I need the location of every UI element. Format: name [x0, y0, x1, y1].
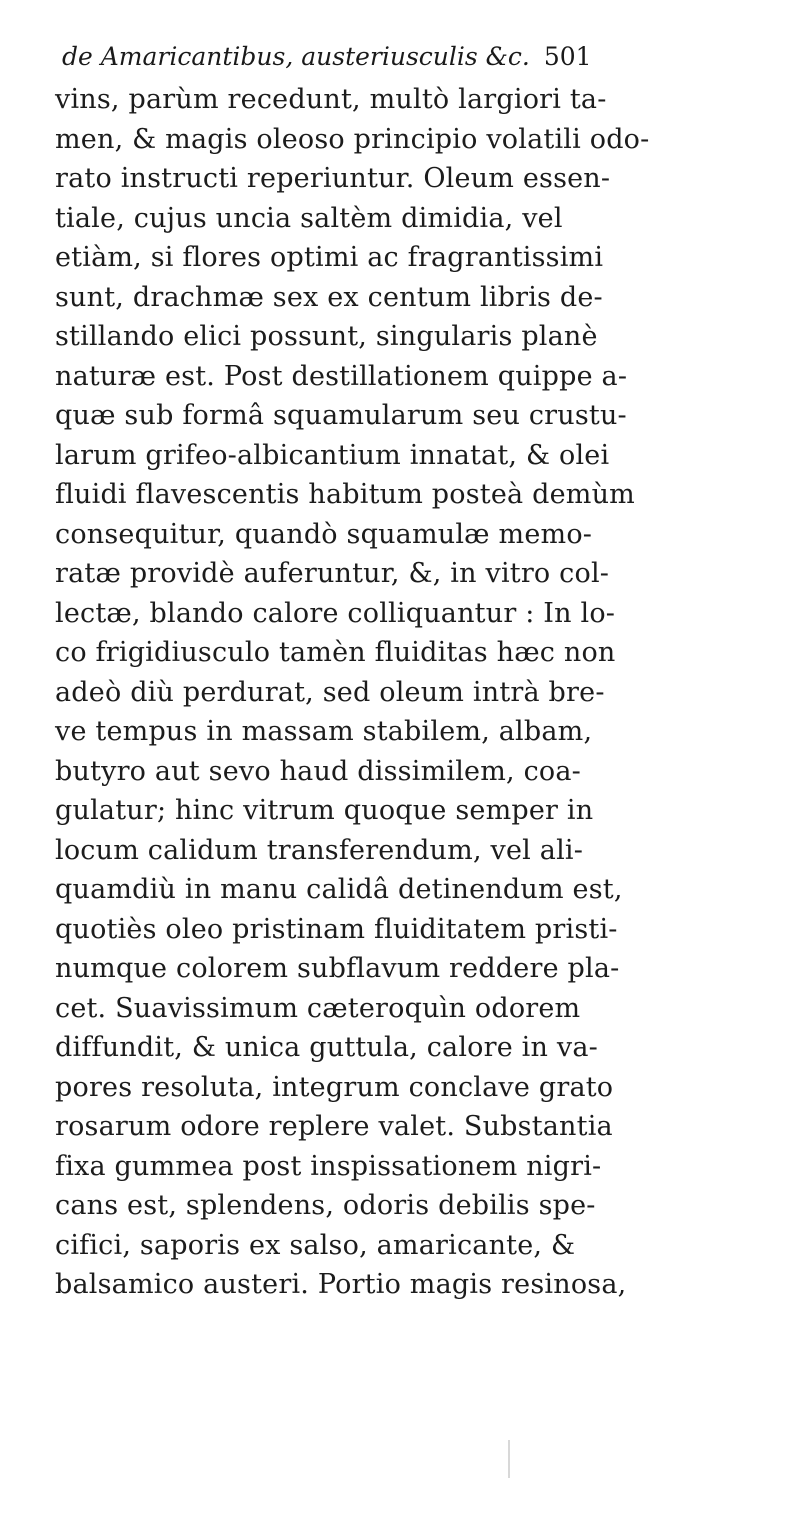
- paper-mark: [508, 1440, 510, 1478]
- text-line: adeò diù perdurat, sed oleum intrà bre-: [55, 676, 605, 708]
- text-line: cifici, saporis ex salso, amaricante, &: [55, 1229, 576, 1261]
- text-line: vins, parùm recedunt, multò largiori ta-: [55, 84, 607, 115]
- text-line: etiàm, si flores optimi ac fragrantissimi: [55, 242, 604, 273]
- text-line: gulatur; hinc vitrum quoque semper in: [55, 795, 594, 826]
- text-line: co frigidiusculo tamèn fluiditas hæc non: [55, 637, 616, 668]
- text-line: numque colorem subflavum reddere pla-: [55, 953, 620, 984]
- text-line: fluidi flavescentis habitum posteà demùm: [55, 479, 635, 510]
- text-line: locum calidum transferendum, vel ali-: [55, 834, 584, 866]
- running-head-title: de Amaricantibus, austeriusculis &c.: [62, 42, 530, 71]
- page-number: 501: [543, 42, 592, 71]
- text-line: naturæ est. Post destillationem quippe a-: [55, 360, 628, 392]
- text-line: rato instructi reperiuntur. Oleum essen-: [55, 163, 611, 194]
- text-line: consequitur, quandò squamulæ memo-: [55, 518, 593, 550]
- text-line: men, & magis oleoso principio volatili odo-: [55, 123, 650, 155]
- text-line: butyro aut sevo haud dissimilem, coa-: [55, 755, 581, 787]
- running-head: [62, 44, 722, 69]
- text-line: stillando elici possunt, singularis planè: [55, 321, 598, 352]
- text-line: sunt, drachmæ sex ex centum libris de-: [55, 281, 603, 313]
- text-line: lectæ, blando calore colliquantur : In lo-: [55, 597, 616, 629]
- text-line: ve tempus in massam stabilem, albam,: [55, 716, 593, 747]
- text-line: diffundit, & unica guttula, calore in va-: [55, 1032, 598, 1063]
- text-line: quamdiù in manu calidâ detinendum est,: [55, 874, 623, 905]
- body-text: [55, 80, 755, 1305]
- text-line: fixa gummea post inspissationem nigri-: [55, 1150, 602, 1182]
- text-line: tiale, cujus uncia saltèm dimidia, vel: [55, 202, 563, 234]
- text-line: balsamico austeri. Portio magis resinosa,: [55, 1269, 627, 1300]
- text-line: quotiès oleo pristinam fluiditatem pristi-: [55, 913, 618, 945]
- text-line: cans est, splendens, odoris debilis spe-: [55, 1190, 596, 1221]
- text-line: rosarum odore replere valet. Substantia: [55, 1111, 613, 1142]
- text-line: larum grifeo-albicantium innatat, & olei: [55, 439, 610, 471]
- text-line: quæ sub formâ squamularum seu crustu-: [55, 400, 627, 431]
- text-line: cet. Suavissimum cæteroquìn odorem: [55, 992, 581, 1024]
- text-line: ratæ providè auferuntur, &, in vitro col-: [55, 558, 610, 589]
- text-line: pores resoluta, integrum conclave grato: [55, 1071, 614, 1103]
